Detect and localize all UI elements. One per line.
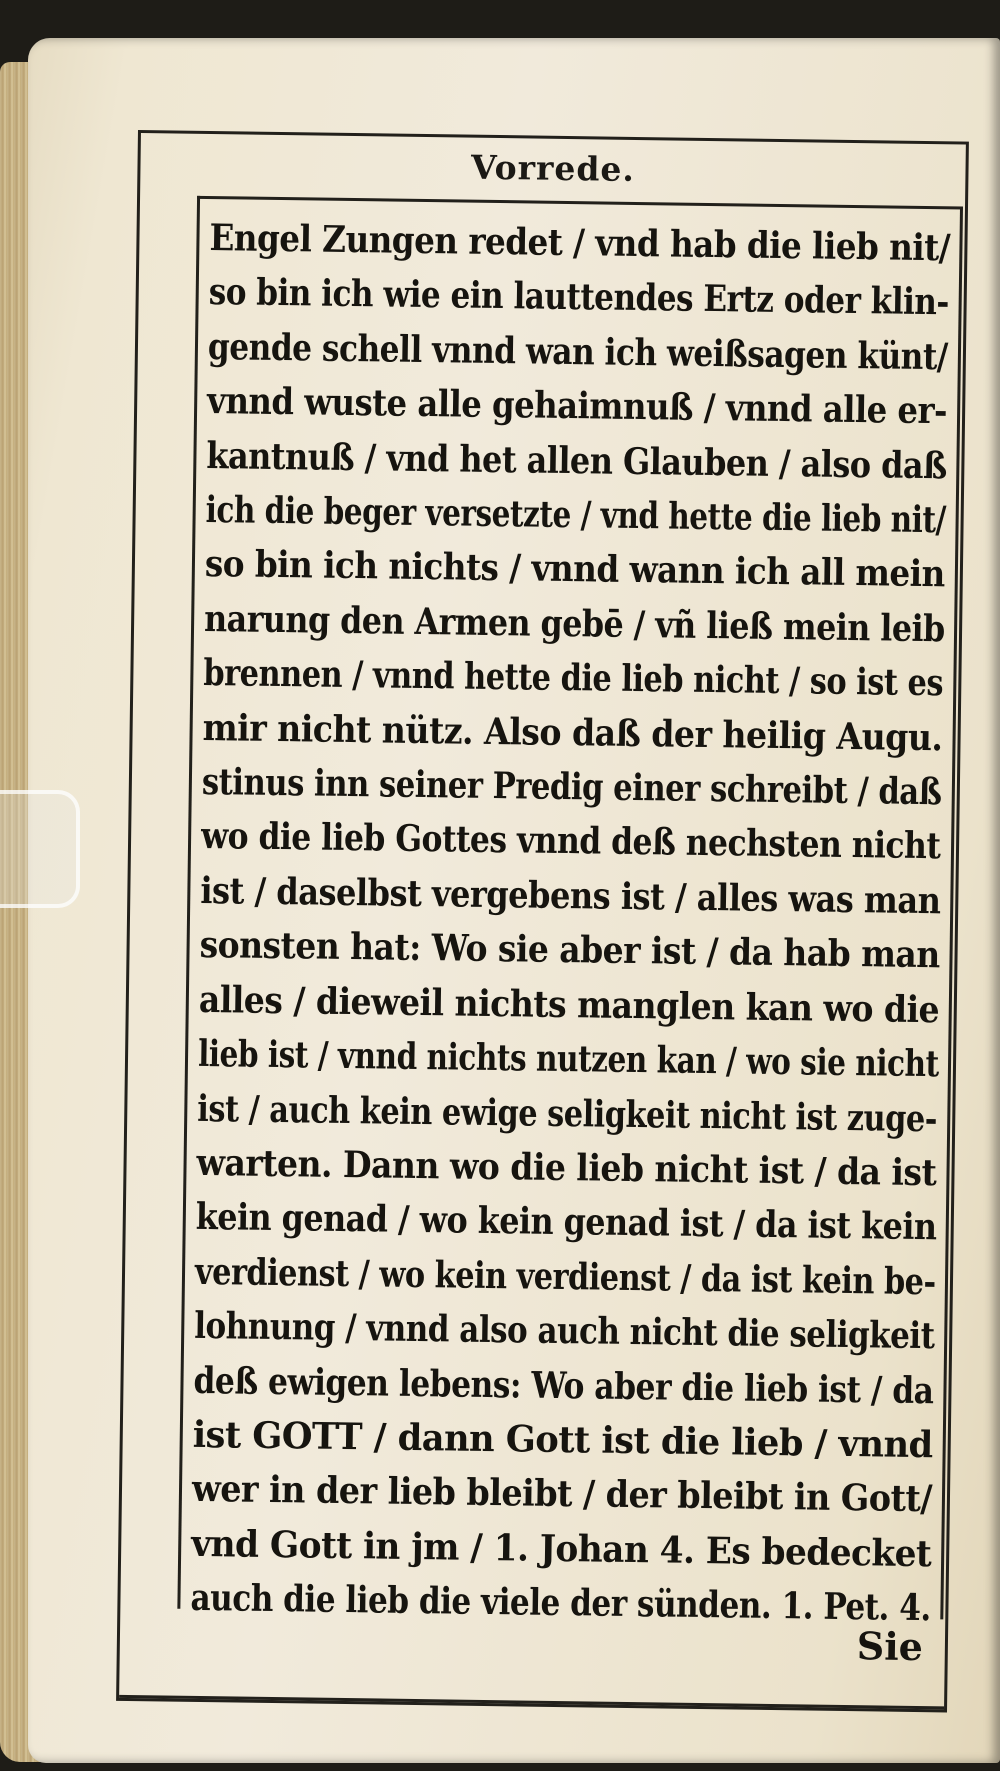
running-head: Vorrede.	[470, 147, 636, 189]
text-frame	[177, 196, 963, 1630]
text-line: vnd Gott in jm / 1. Johan 4. Es bedecket	[190, 1521, 932, 1575]
text-line: narung den Armen gebē / vñ ließ mein leib	[203, 596, 946, 651]
book-page	[28, 38, 1000, 1763]
outer-frame	[116, 130, 969, 1712]
text-line: ist GOTT / dann Gott ist die lieb / vnnd	[192, 1412, 933, 1467]
text-line: kantnuß / vnd het allen Glauben / also daß	[206, 433, 948, 487]
text-line: so bin ich wie ein lauttendes Ertz oder klin-	[208, 270, 950, 324]
text-line: ist / daselbst vergebens ist / alles was man	[200, 868, 941, 923]
text-line: kein genad / wo kein genad ist / da ist kein	[195, 1195, 937, 1249]
text-line: deß ewigen lebens: Wo aber die lieb ist / da	[193, 1358, 934, 1412]
text-line: verdienst / wo kein verdienst / da ist kein be-	[194, 1249, 936, 1303]
text-line: auch die lieb die viele der sünden. 1. Pet. 4.	[190, 1576, 932, 1630]
text-line: lieb ist / vnnd nichts nutzen kan / wo sie nicht	[197, 1032, 939, 1086]
text-line: wer in der lieb bleibt / der bleibt in Gott/	[191, 1467, 933, 1521]
bottom-rule	[119, 1695, 944, 1710]
text-line: wo die lieb Gottes vnnd deß nechsten nicht	[200, 814, 941, 868]
text-line: ist / auch kein ewige seligkeit nicht ist zuge-	[197, 1086, 938, 1140]
text-line: gende schell vnnd wan ich weißsagen künt/	[207, 324, 949, 379]
text-line: mir nicht nütz. Also daß der heilig Augu.	[202, 705, 943, 759]
text-line: brennen / vnnd hette die lieb nicht / so ist es	[203, 651, 944, 705]
text-line: sonsten hat: Wo sie aber ist / da hab man	[199, 923, 941, 977]
text-line: alles / dieweil nichts manglen kan wo die	[198, 977, 940, 1031]
text-block	[190, 211, 960, 1636]
page-clip	[0, 790, 80, 908]
text-line: vnnd wuste alle gehaimnuß / vnnd alle er-	[206, 379, 948, 433]
text-line: Engel Zungen redet / vnd hab die lieb nit/	[209, 216, 951, 270]
text-line: stinus inn seiner Predig einer schreibt / daß	[201, 760, 942, 814]
catchword: Sie	[856, 1623, 924, 1670]
text-line: lohnung / vnnd also auch nicht die seligkeit	[194, 1304, 935, 1358]
text-line: warten. Dann wo die lieb nicht ist / da ist	[196, 1140, 937, 1195]
text-line: ich die beger versetzte / vnd hette die lieb nit/	[205, 488, 947, 542]
text-line: so bin ich nichts / vnnd wann ich all mein	[204, 542, 946, 596]
